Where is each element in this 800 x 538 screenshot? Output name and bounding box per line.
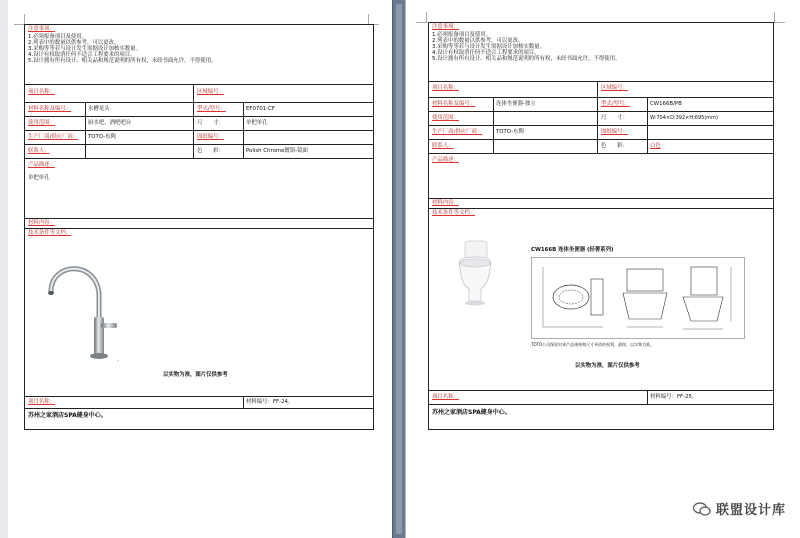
left-gutter: [0, 0, 8, 538]
field-value: Polish Chrome镀铬-镜面: [246, 148, 308, 154]
field-value: 材料编号：FF-25。: [650, 394, 698, 400]
drawing-title: CW166B 连体坐便器 (轻奢系列): [531, 247, 614, 253]
form-row: [429, 139, 773, 153]
field-label: 生产厂商/供应厂商：: [432, 129, 483, 135]
field-value: 白色: [650, 143, 661, 149]
field-value: 厨水吧、酒吧吧台: [88, 120, 132, 126]
field-label: 尺 寸：: [601, 115, 628, 121]
field-label: 区域编号：: [601, 85, 628, 91]
form-row: [429, 97, 773, 111]
technical-drawing: [531, 257, 745, 339]
crop-mark: [416, 12, 427, 23]
material-form-right: [428, 22, 774, 430]
form-row-company: [429, 404, 773, 430]
field-label: 产品描述：: [28, 162, 55, 168]
field-label: 色 彩：: [601, 143, 628, 149]
field-label: 型式/型号：: [601, 101, 630, 107]
field-value: 单把单孔: [28, 175, 50, 181]
form-row: [25, 102, 373, 116]
notice-line: 1.必须报备项目及使用。: [432, 32, 492, 38]
form-row-tech: 技术条件等文档： . 以实物为准，图片仅供参考: [25, 228, 373, 396]
field-value: CW166B/PB: [650, 101, 682, 107]
form-row: [25, 218, 373, 228]
field-value: 水槽龙头: [88, 106, 110, 112]
form-row: [429, 111, 773, 125]
field-label: 项目名称：: [28, 399, 55, 405]
field-value: EF0701-CF: [246, 106, 276, 112]
watermark-text: 联盟设计库: [715, 503, 786, 518]
form-row: [25, 130, 373, 144]
notice-line: 3.采购等等若与设计发生需据设计加核实数量。: [432, 44, 545, 50]
field-label: 技术条件等文档：: [28, 230, 72, 236]
field-label: 图纸编号：: [601, 129, 628, 135]
toilet-image: [451, 239, 499, 307]
field-label: 项目名称：: [28, 89, 55, 95]
form-row: [25, 144, 373, 158]
field-label: 生产厂商/供应厂商：: [28, 134, 79, 140]
watermark: [693, 499, 786, 518]
field-label: 区域编号：: [197, 89, 224, 95]
image-caption: 以实物为准，图片仅供参考: [575, 363, 640, 369]
notice-title: 注意事项：: [432, 24, 459, 30]
notice-line: 5.设计拥有所有设计、相关品和规范说明的所有权，未经书面允许，不得使用。: [28, 58, 217, 64]
field-value: 材料编号：FF-24。: [246, 399, 294, 405]
form-row-footer: [429, 390, 773, 404]
crop-mark: [774, 12, 785, 23]
field-label: 材料内容：: [28, 220, 55, 226]
field-label: 材料名称及编号：: [432, 101, 476, 107]
field-label: 项目名称：: [432, 394, 459, 400]
notice-line: 2.列表中的数量以供参考，可以更改。: [432, 38, 524, 44]
field-label: 联系人：: [432, 143, 454, 149]
form-row: [25, 84, 373, 102]
company-name: 苏州之家酒店SPA健身中心。: [28, 412, 107, 419]
notice-line: 1.必须报备项目及使用。: [28, 34, 88, 40]
notice-line: 4.设计有权取消任何不适合工程要求的项目。: [28, 52, 136, 58]
form-row: [429, 198, 773, 208]
faucet-image: [43, 257, 123, 367]
form-row-description: [25, 158, 373, 200]
drawing-note: TOTO公司保留对本产品规格和尺寸更改的权利，最终，以实物为准。: [531, 342, 655, 347]
page-divider-scrollbar[interactable]: [392, 0, 406, 538]
document-page-left: [8, 0, 392, 538]
field-label: 材料内容：: [432, 200, 459, 206]
form-row-company: [25, 408, 373, 430]
field-label: 技术条件等文档：: [432, 210, 476, 216]
field-label: 色 彩：: [197, 148, 224, 154]
field-value: 单把单孔: [246, 120, 268, 126]
form-row: [429, 81, 773, 97]
wechat-icon: [693, 502, 711, 516]
field-label: 材料名称及编号：: [28, 106, 72, 112]
notice-title: 注意事项：: [28, 26, 55, 32]
field-label: 项目名称：: [432, 85, 459, 91]
notice-line: 4.设计有权取消任何不适合工程要求的项目。: [432, 50, 540, 56]
field-value: TOTO-东陶: [88, 134, 116, 140]
field-label: 使用范围：: [28, 120, 55, 126]
form-row: [429, 125, 773, 139]
field-label: 联系人：: [28, 148, 50, 154]
field-label: 使用范围：: [432, 115, 459, 121]
field-value: W:704×D:392×H:695(mm): [650, 115, 718, 121]
notice-line: 5.设计拥有所有设计、相关品和规范说明的所有权，未经书面允许，不得使用。: [432, 56, 621, 62]
field-label: 尺 寸：: [197, 120, 224, 126]
field-label: 图纸编号：: [197, 134, 224, 140]
notice-line: 3.采购等等若与设计发生需据设计加核实数量。: [28, 46, 141, 52]
notice-line: 2.列表中的数量以供参考，可以更改。: [28, 40, 120, 46]
form-row-description: [429, 153, 773, 193]
form-row: [25, 116, 373, 130]
company-name: 苏州之家酒店SPA健身中心。: [432, 409, 511, 416]
material-form-left: [24, 24, 374, 430]
field-label: 产品描述：: [432, 157, 459, 163]
image-caption: 以实物为准，图片仅供参考: [163, 372, 228, 378]
form-row-tech: [429, 208, 773, 390]
field-label: 型式/型号：: [197, 106, 226, 112]
scroll-thumb[interactable]: [396, 4, 402, 534]
field-value: TOTO-东陶: [496, 129, 524, 135]
form-row-footer: [25, 396, 373, 408]
document-page-right: [406, 0, 800, 538]
field-value: 连体坐便器-独立: [496, 101, 536, 107]
